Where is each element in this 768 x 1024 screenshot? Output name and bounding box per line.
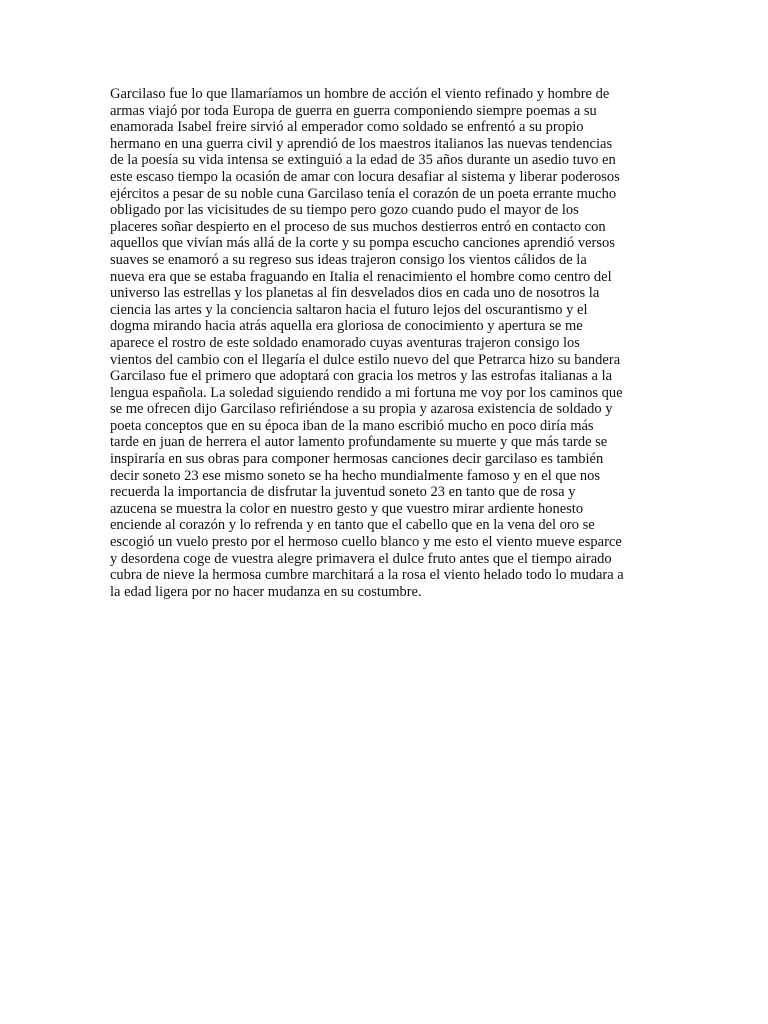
text-line: decir soneto 23 ese mismo soneto se ha hecho mundialmente famoso y en el que nos — [110, 467, 601, 484]
text-line: ejércitos a pesar de su noble cuna Garcilaso tenía el corazón de un poeta errante mucho — [110, 185, 617, 202]
text-line: enciende al corazón y lo refrenda y en tanto que el cabello que en la vena del oro se — [110, 517, 595, 534]
text-line: y desordena coge de vuestra alegre primavera el dulce fruto antes que el tiempo airado — [110, 550, 612, 567]
text-line: lengua española. La soledad siguiendo rendido a mi fortuna me voy por los caminos que — [110, 384, 623, 401]
text-line: armas viajó por toda Europa de guerra en guerra componiendo siempre poemas a su — [110, 102, 597, 119]
text-line: universo las estrellas y los planetas al fin desvelados dios en cada uno de nosotros la — [110, 285, 600, 302]
text-line: placeres soñar despierto en el proceso de sus muchos destierros entró en contacto con — [110, 218, 606, 235]
body-paragraph — [110, 86, 662, 600]
text-line: azucena se muestra la color en nuestro gesto y que vuestro mirar ardiente honesto — [110, 500, 584, 517]
text-line: aparece el rostro de este soldado enamorado cuyas aventuras trajeron consigo los — [110, 334, 580, 351]
text-line: se me ofrecen dijo Garcilaso refiriéndose a su propia y azarosa existencia de soldado y — [110, 401, 613, 418]
text-line: nueva era que se estaba fraguando en Italia el renacimiento el hombre como centro del — [110, 268, 612, 285]
text-line: ciencia las artes y la conciencia saltaron hacia el futuro lejos del oscurantismo y el — [110, 301, 588, 318]
text-line: hermano en una guerra civil y aprendió de los maestros italianos las nuevas tendencias — [110, 135, 613, 152]
text-line: cubra de nieve la hermosa cumbre marchitará a la rosa el viento helado todo lo mudara a — [110, 567, 624, 584]
text-line: vientos del cambio con el llegaría el dulce estilo nuevo del que Petrarca hizo su bandera — [110, 351, 621, 368]
text-line: tarde en juan de herrera el autor lamento profundamente su muerte y que más tarde se — [110, 434, 608, 451]
text-line: escogió un vuelo presto por el hermoso cuello blanco y me esto el viento mueve esparce — [110, 534, 622, 551]
text-line: recuerda la importancia de disfrutar la juventud soneto 23 en tanto que de rosa y — [110, 484, 576, 501]
text-line: inspiraría en sus obras para componer hermosas canciones decir garcilaso es también — [110, 451, 604, 468]
text-line: suaves se enamoró a su regreso sus ideas trajeron consigo los vientos cálidos de la — [110, 251, 587, 268]
text-line: poeta conceptos que en su época iban de la mano escribió mucho en poco diría más — [110, 417, 594, 434]
text-line: de la poesía su vida intensa se extinguió a la edad de 35 años durante un asedio tuvo en — [110, 152, 616, 169]
text-line: dogma mirando hacia atrás aquella era gloriosa de conocimiento y apertura se me — [110, 318, 583, 335]
text-line: Garcilaso fue lo que llamaríamos un hombre de acción el viento refinado y hombre de — [110, 86, 610, 102]
text-line: aquellos que vivían más allá de la corte y su pompa escucho canciones aprendió versos — [110, 235, 615, 252]
text-line: la edad ligera por no hacer mudanza en su costumbre. — [110, 583, 422, 600]
text-line: obligado por las vicisitudes de su tiempo pero gozo cuando pudo el mayor de los — [110, 202, 579, 219]
text-line: Garcilaso fue el primero que adoptará con gracia los metros y las estrofas italianas a la — [110, 368, 613, 385]
text-line: este escaso tiempo la ocasión de amar con locura desafiar al sistema y liberar poderosos — [110, 168, 620, 185]
text-line: enamorada Isabel freire sirvió al emperador como soldado se enfrentó a su propio — [110, 119, 584, 136]
